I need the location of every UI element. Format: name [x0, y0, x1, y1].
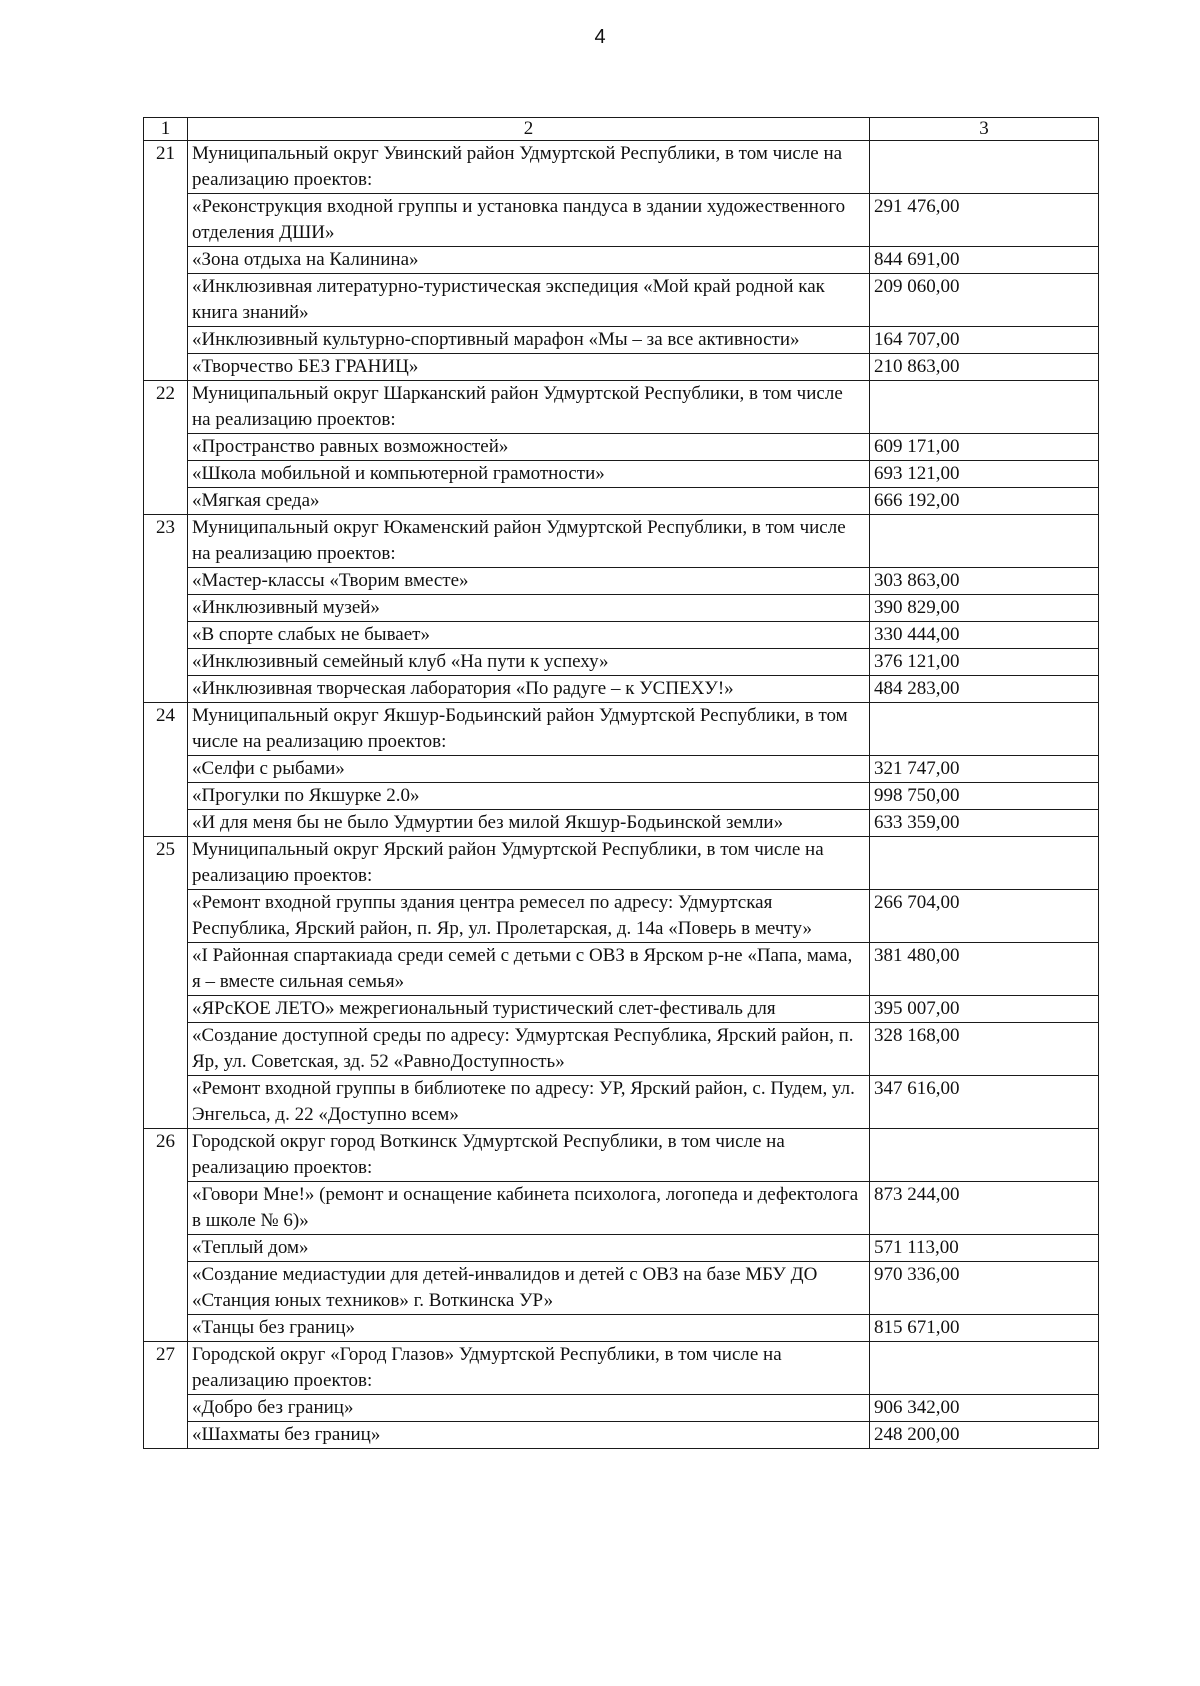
project-amount: 693 121,00 — [870, 461, 1099, 488]
project-row — [144, 595, 1099, 622]
project-row — [144, 1422, 1099, 1449]
project-amount: 376 121,00 — [870, 649, 1099, 676]
project-row — [144, 1076, 1099, 1129]
project-row — [144, 1235, 1099, 1262]
project-row — [144, 568, 1099, 595]
project-amount: 906 342,00 — [870, 1395, 1099, 1422]
municipality-row — [144, 703, 1099, 756]
project-name: «ЯРсКОЕ ЛЕТО» межрегиональный туристический слет-фестиваль для — [188, 996, 870, 1023]
project-amount: 873 244,00 — [870, 1182, 1099, 1235]
row-number: 27 — [144, 1342, 188, 1449]
empty-amount-cell — [870, 141, 1099, 194]
column-header-2: 2 — [188, 118, 870, 141]
project-name: «Мягкая среда» — [188, 488, 870, 515]
municipality-row — [144, 1342, 1099, 1395]
project-row — [144, 327, 1099, 354]
table-body — [144, 118, 1099, 1449]
project-amount: 210 863,00 — [870, 354, 1099, 381]
project-row — [144, 943, 1099, 996]
project-amount: 609 171,00 — [870, 434, 1099, 461]
municipality-title: Муниципальный округ Якшур-Бодьинский район Удмуртской Республики, в том числе на реализацию проектов: — [188, 703, 870, 756]
project-row — [144, 810, 1099, 837]
project-name: «Реконструкция входной группы и установка пандуса в здании художественного отделения ДШИ» — [188, 194, 870, 247]
municipality-row — [144, 1129, 1099, 1182]
project-amount: 484 283,00 — [870, 676, 1099, 703]
project-amount: 266 704,00 — [870, 890, 1099, 943]
municipality-row — [144, 837, 1099, 890]
project-amount: 248 200,00 — [870, 1422, 1099, 1449]
project-amount: 395 007,00 — [870, 996, 1099, 1023]
municipality-title: Муниципальный округ Ярский район Удмуртской Республики, в том числе на реализацию проектов: — [188, 837, 870, 890]
column-header-3: 3 — [870, 118, 1099, 141]
row-number: 26 — [144, 1129, 188, 1342]
project-name: «Мастер-классы «Творим вместе» — [188, 568, 870, 595]
project-amount: 970 336,00 — [870, 1262, 1099, 1315]
empty-amount-cell — [870, 1342, 1099, 1395]
project-row — [144, 890, 1099, 943]
project-amount: 633 359,00 — [870, 810, 1099, 837]
project-name: «Творчество БЕЗ ГРАНИЦ» — [188, 354, 870, 381]
projects-table — [143, 117, 1099, 1449]
municipality-title: Муниципальный округ Шарканский район Удмуртской Республики, в том числе на реализацию проектов: — [188, 381, 870, 434]
project-amount: 381 480,00 — [870, 943, 1099, 996]
project-row — [144, 1315, 1099, 1342]
project-name: «Шахматы без границ» — [188, 1422, 870, 1449]
project-row — [144, 488, 1099, 515]
project-row — [144, 649, 1099, 676]
municipality-row — [144, 141, 1099, 194]
project-amount: 330 444,00 — [870, 622, 1099, 649]
municipality-title: Муниципальный округ Увинский район Удмуртской Республики, в том числе на реализацию проектов: — [188, 141, 870, 194]
project-row — [144, 756, 1099, 783]
project-name: «Селфи с рыбами» — [188, 756, 870, 783]
project-row — [144, 461, 1099, 488]
project-name: «Инклюзивный семейный клуб «На пути к успеху» — [188, 649, 870, 676]
project-amount: 328 168,00 — [870, 1023, 1099, 1076]
project-amount: 998 750,00 — [870, 783, 1099, 810]
project-name: «Инклюзивная творческая лаборатория «По радуге – к УСПЕХУ!» — [188, 676, 870, 703]
column-header-1: 1 — [144, 118, 188, 141]
project-name: «Инклюзивный музей» — [188, 595, 870, 622]
project-name: «Инклюзивный культурно-спортивный марафон «Мы – за все активности» — [188, 327, 870, 354]
project-row — [144, 194, 1099, 247]
empty-amount-cell — [870, 703, 1099, 756]
project-name: «Говори Мне!» (ремонт и оснащение кабинета психолога, логопеда и дефектолога в школе № 6)» — [188, 1182, 870, 1235]
project-name: «Инклюзивная литературно-туристическая экспедиция «Мой край родной как книга знаний» — [188, 274, 870, 327]
project-name: «Ремонт входной группы в библиотеке по адресу: УР, Ярский район, с. Пудем, ул. Энгельса, д. 22 «Доступно всем» — [188, 1076, 870, 1129]
project-amount: 571 113,00 — [870, 1235, 1099, 1262]
project-amount: 321 747,00 — [870, 756, 1099, 783]
empty-amount-cell — [870, 1129, 1099, 1182]
municipality-title: Муниципальный округ Юкаменский район Удмуртской Республики, в том числе на реализацию проектов: — [188, 515, 870, 568]
empty-amount-cell — [870, 381, 1099, 434]
project-name: «Танцы без границ» — [188, 1315, 870, 1342]
project-row — [144, 1023, 1099, 1076]
project-name: «Создание медиастудии для детей-инвалидов и детей с ОВЗ на базе МБУ ДО «Станция юных техников» г. Воткинска УР» — [188, 1262, 870, 1315]
empty-amount-cell — [870, 837, 1099, 890]
page-number: 4 — [594, 26, 606, 48]
project-row — [144, 783, 1099, 810]
project-amount: 164 707,00 — [870, 327, 1099, 354]
project-row — [144, 434, 1099, 461]
project-amount: 291 476,00 — [870, 194, 1099, 247]
project-name: «В спорте слабых не бывает» — [188, 622, 870, 649]
project-name: «Добро без границ» — [188, 1395, 870, 1422]
project-name: «I Районная спартакиада среди семей с детьми с ОВЗ в Ярском р-не «Папа, мама, я – вместе сильная семья» — [188, 943, 870, 996]
project-row — [144, 676, 1099, 703]
municipality-row — [144, 515, 1099, 568]
project-row — [144, 996, 1099, 1023]
project-amount: 303 863,00 — [870, 568, 1099, 595]
project-name: «И для меня бы не было Удмуртии без милой Якшур-Бодьинской земли» — [188, 810, 870, 837]
project-name: «Теплый дом» — [188, 1235, 870, 1262]
project-amount: 209 060,00 — [870, 274, 1099, 327]
project-name: «Прогулки по Якшурке 2.0» — [188, 783, 870, 810]
project-row — [144, 622, 1099, 649]
project-row — [144, 354, 1099, 381]
row-number: 23 — [144, 515, 188, 703]
row-number: 22 — [144, 381, 188, 515]
project-row — [144, 1262, 1099, 1315]
municipality-title: Городской округ «Город Глазов» Удмуртской Республики, в том числе на реализацию проектов: — [188, 1342, 870, 1395]
project-amount: 844 691,00 — [870, 247, 1099, 274]
row-number: 21 — [144, 141, 188, 381]
project-amount: 815 671,00 — [870, 1315, 1099, 1342]
project-row — [144, 1395, 1099, 1422]
municipality-row — [144, 381, 1099, 434]
project-name: «Ремонт входной группы здания центра ремесел по адресу: Удмуртская Республика, Ярский район, п. Яр, ул. Пролетарская, д. 14а «Поверь в мечту» — [188, 890, 870, 943]
project-name: «Пространство равных возможностей» — [188, 434, 870, 461]
project-name: «Школа мобильной и компьютерной грамотности» — [188, 461, 870, 488]
project-row — [144, 247, 1099, 274]
empty-amount-cell — [870, 515, 1099, 568]
project-name: «Зона отдыха на Калинина» — [188, 247, 870, 274]
table-header-row — [144, 118, 1099, 141]
municipality-title: Городской округ город Воткинск Удмуртской Республики, в том числе на реализацию проектов: — [188, 1129, 870, 1182]
row-number: 24 — [144, 703, 188, 837]
row-number: 25 — [144, 837, 188, 1129]
project-amount: 347 616,00 — [870, 1076, 1099, 1129]
project-name: «Создание доступной среды по адресу: Удмуртская Республика, Ярский район, п. Яр, ул. Советская, зд. 52 «РавноДоступность» — [188, 1023, 870, 1076]
project-amount: 390 829,00 — [870, 595, 1099, 622]
project-amount: 666 192,00 — [870, 488, 1099, 515]
project-row — [144, 1182, 1099, 1235]
project-row — [144, 274, 1099, 327]
